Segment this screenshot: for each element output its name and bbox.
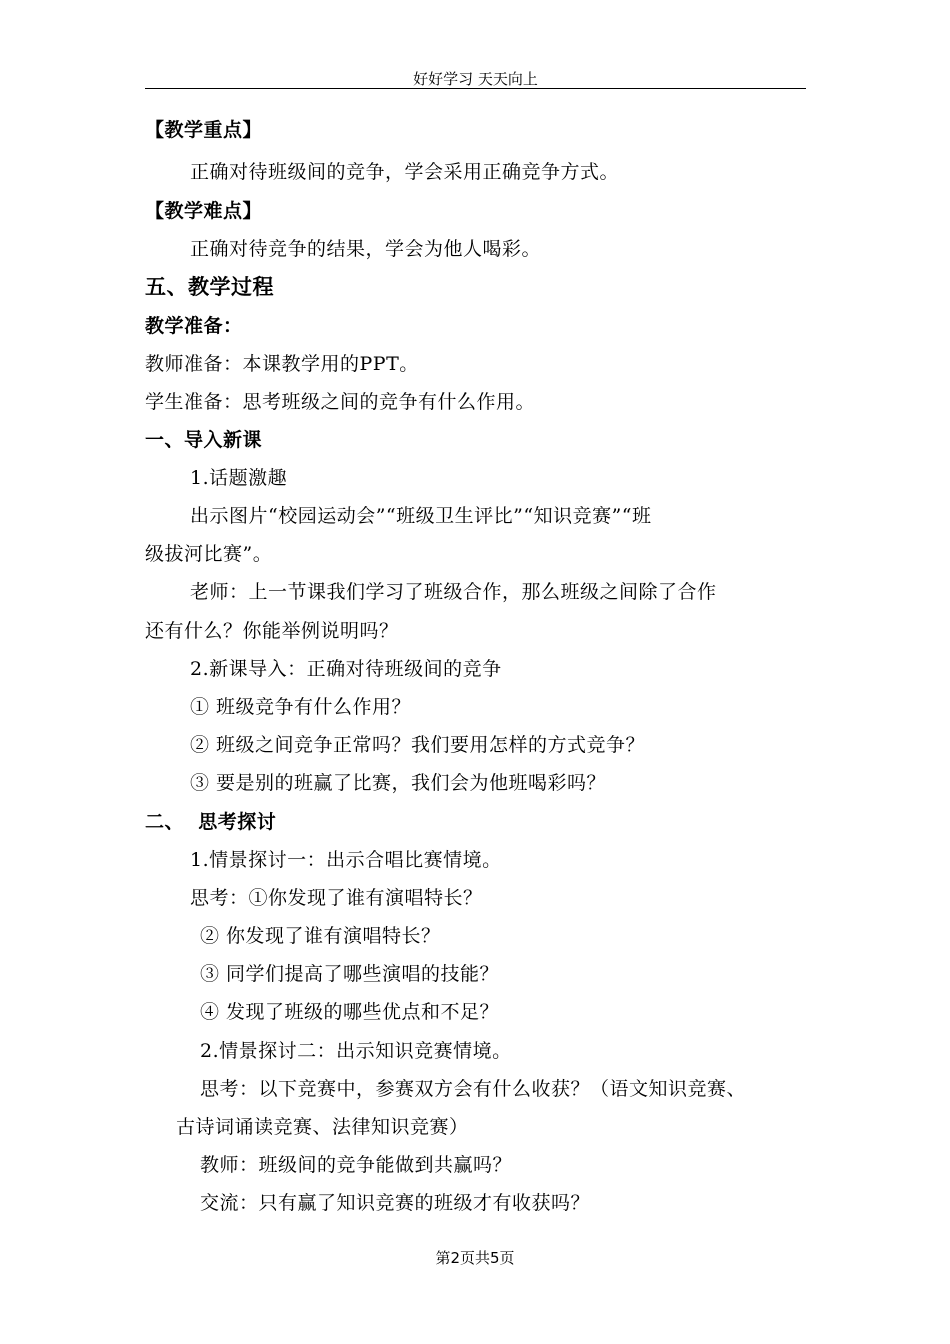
difficulty-heading: 【教学难点】 <box>145 200 263 222</box>
paragraph: 1.话题激趣 <box>190 467 288 489</box>
question-item: ③ 同学们提高了哪些演唱的技能？ <box>200 963 500 985</box>
paragraph: 教师：班级间的竞争能做到共赢吗？ <box>200 1154 513 1176</box>
part2-heading: 二、 思考探讨 <box>145 811 277 833</box>
part1-heading: 一、导入新课 <box>145 429 263 451</box>
paragraph: 思考：以下竞赛中，参赛双方会有什么收获？（语文知识竞赛、 <box>200 1078 747 1100</box>
difficulty-text: 正确对待竞争的结果，学会为他人喝彩。 <box>190 238 542 260</box>
question-item: ② 你发现了谁有演唱特长？ <box>200 925 441 947</box>
paragraph: 2.新课导入：正确对待班级间的竞争 <box>190 658 502 680</box>
paragraph: 2.情景探讨二：出示知识竞赛情境。 <box>200 1040 512 1062</box>
paragraph: 古诗词诵读竞赛、法律知识竞赛） <box>176 1116 469 1138</box>
student-prep: 学生准备：思考班级之间的竞争有什么作用。 <box>145 391 536 413</box>
section-heading: 五、教学过程 <box>145 274 274 299</box>
key-point-text: 正确对待班级间的竞争，学会采用正确竞争方式。 <box>190 161 620 183</box>
paragraph: 老师：上一节课我们学习了班级合作，那么班级之间除了合作 <box>190 581 717 603</box>
question-item: ① 班级竞争有什么作用？ <box>190 696 412 718</box>
key-point-heading: 【教学重点】 <box>145 119 263 141</box>
paragraph: 还有什么？你能举例说明吗？ <box>145 620 399 642</box>
question-item: ④ 发现了班级的哪些优点和不足？ <box>200 1001 500 1023</box>
question-item: ③ 要是别的班赢了比赛，我们会为他班喝彩吗？ <box>190 772 607 794</box>
page-footer: 第2页共5页 <box>435 1249 515 1267</box>
prep-heading: 教学准备： <box>145 315 243 337</box>
paragraph: 1.情景探讨一：出示合唱比赛情境。 <box>190 849 502 871</box>
teacher-prep: 教师准备：本课教学用的PPT。 <box>145 353 419 375</box>
paragraph: 出示图片“校园运动会”“班级卫生评比”“知识竞赛”“班 <box>190 505 652 527</box>
question-item: ② 班级之间竞争正常吗？我们要用怎样的方式竞争？ <box>190 734 646 756</box>
paragraph: 级拔河比赛”。 <box>145 543 273 565</box>
page-header: 好好学习 天天向上 <box>413 70 538 88</box>
paragraph: 交流：只有赢了知识竞赛的班级才有收获吗？ <box>200 1192 591 1214</box>
paragraph: 思考：①你发现了谁有演唱特长？ <box>190 887 483 909</box>
header-divider <box>145 88 806 89</box>
